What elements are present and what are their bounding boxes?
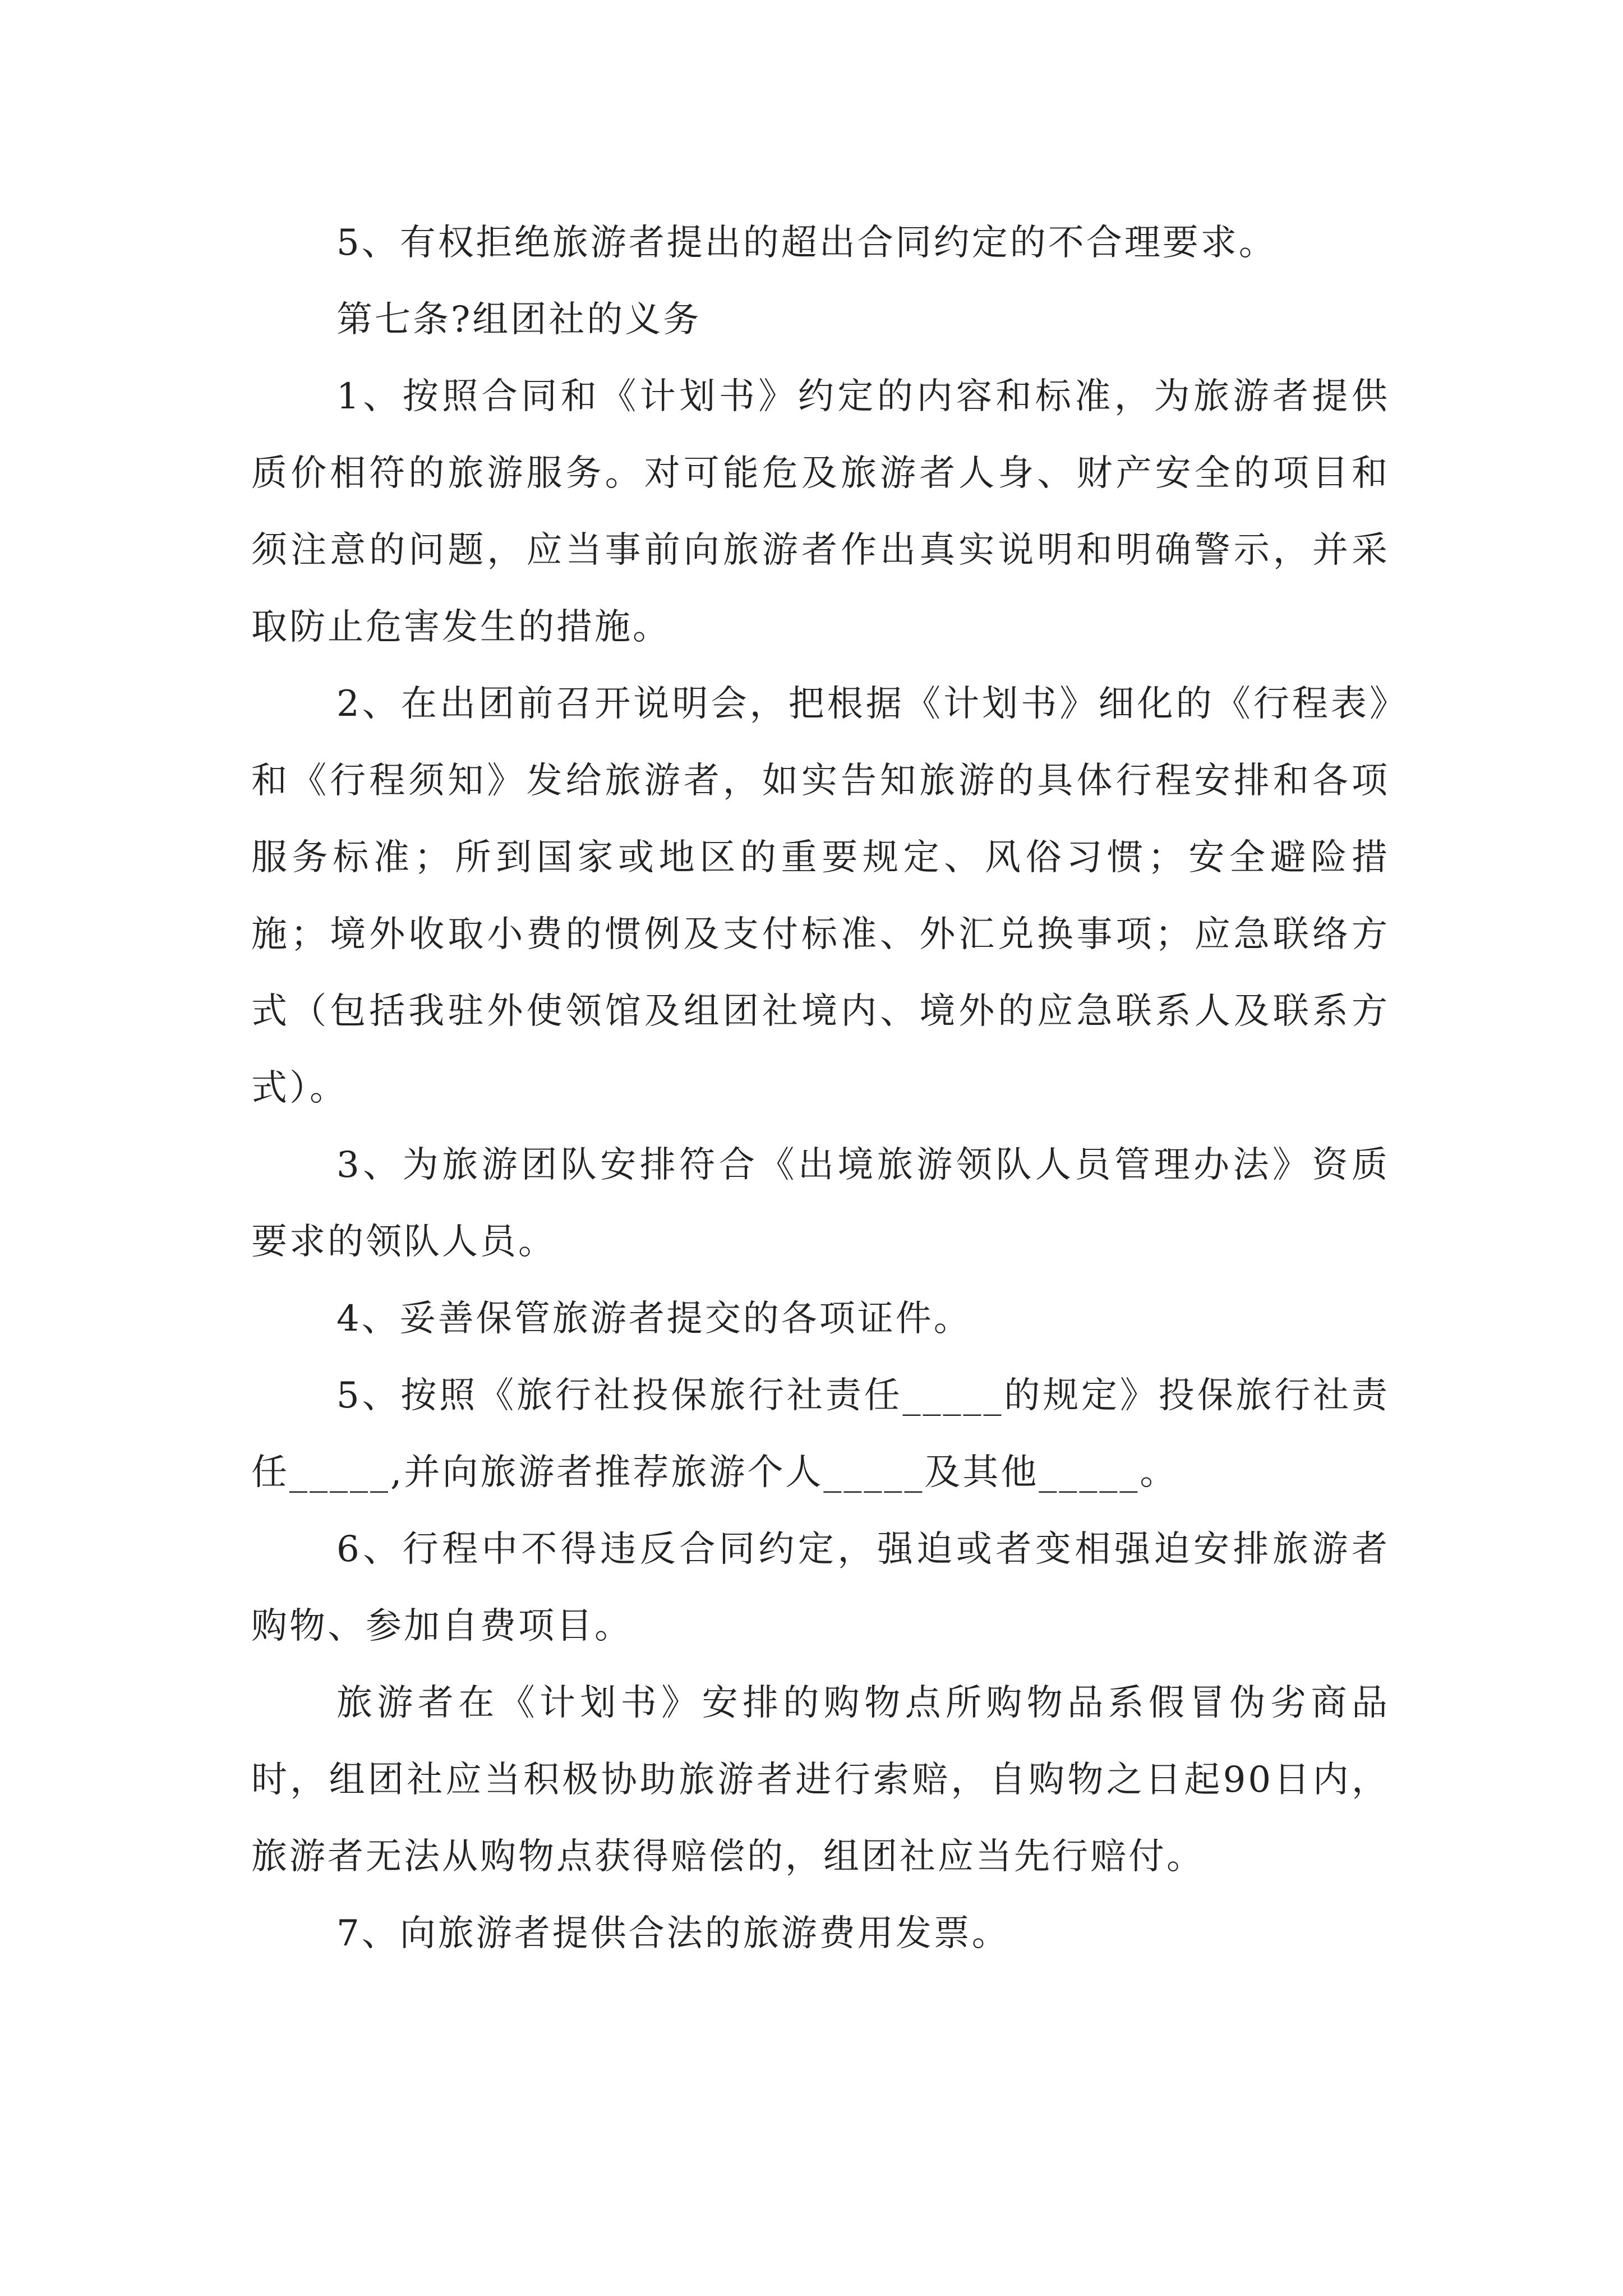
paragraph-duty-5: 5、按照《旅行社投保旅行社责任_____的规定》投保旅行社责任_____,并向旅游者推荐旅游个人_____及其他_____。 — [251, 1375, 1390, 1493]
paragraph-duty-1: 1、按照合同和《计划书》约定的内容和标准，为旅游者提供质价相符的旅游服务。对可能危及旅游者人身、财产安全的项目和须注意的问题，应当事前向旅游者作出真实说明和明确警示，并采取防止危害发生的措施。 — [251, 376, 1390, 648]
document-body — [251, 205, 1390, 1972]
paragraph-duty-3: 3、为旅游团队安排符合《出境旅游领队人员管理办法》资质要求的领队人员。 — [251, 1144, 1390, 1263]
paragraph-duty-4: 4、妥善保管旅游者提交的各项证件。 — [336, 1298, 972, 1340]
paragraph-shopping-compensation: 旅游者在《计划书》安排的购物点所购物品系假冒伪劣商品时，组团社应当积极协助旅游者进行索赔，自购物之日起90日内，旅游者无法从购物点获得赔偿的，组团社应当先行赔付。 — [251, 1682, 1390, 1878]
article-heading: 第七条?组团社的义务 — [336, 299, 702, 341]
paragraph-duty-2: 2、在出团前召开说明会，把根据《计划书》细化的《行程表》和《行程须知》发给旅游者，如实告知旅游的具体行程安排和各项服务标准；所到国家或地区的重要规定、风俗习惯；安全避险措施；境外收取小费的惯例及支付标准、外汇兑换事项；应急联络方式（包括我驻外使领馆及组团社境内、境外的应急联系人及联系方式）。 — [251, 683, 1390, 1109]
paragraph-right-5: 5、有权拒绝旅游者提出的超出合同约定的不合理要求。 — [336, 222, 1277, 264]
paragraph-duty-7: 7、向旅游者提供合法的旅游费用发票。 — [336, 1913, 1010, 1954]
paragraph-duty-6: 6、行程中不得违反合同约定，强迫或者变相强迫安排旅游者购物、参加自费项目。 — [251, 1529, 1390, 1647]
